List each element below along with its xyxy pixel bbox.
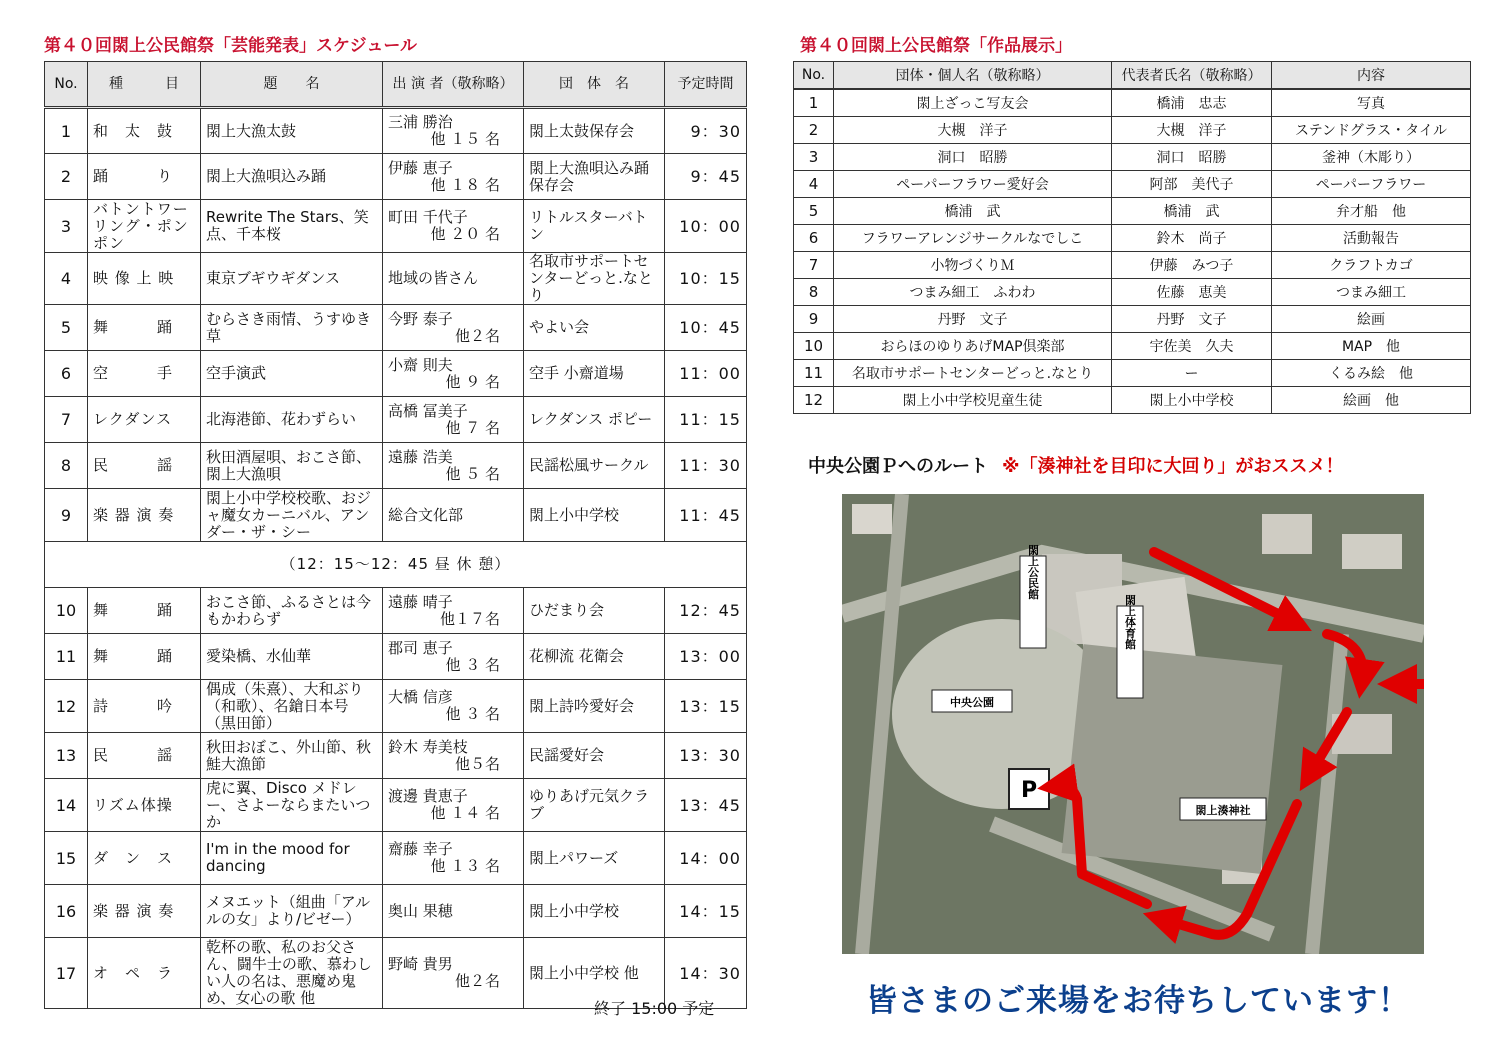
map-label-parking[interactable]: P (1020, 778, 1038, 803)
row-time: 11：00 (665, 351, 747, 397)
row-title: I'm in the mood for dancing (201, 832, 383, 885)
row-time: 14：15 (665, 885, 747, 938)
ex-row-content: 釜神（木彫り） (1272, 144, 1471, 171)
performer-name: 町田 千代子 (388, 208, 468, 226)
row-category: 踊 り (88, 154, 201, 200)
performer-name: 奥山 果穂 (388, 901, 453, 920)
aerial-map-image (842, 494, 1424, 954)
ex-row-group: 丹野 文子 (834, 306, 1112, 333)
row-performers (383, 733, 524, 779)
exhibition-row (794, 117, 1471, 144)
ex-col-rep: 代表者氏名（敬称略） (1112, 62, 1272, 90)
row-title: 秋田おぼこ、外山節、秋鮭大漁節 (201, 733, 383, 779)
performer-count: 他 ２０ 名 (430, 225, 500, 243)
ex-row-number: 11 (794, 360, 834, 387)
performer-name: 地域の皆さん (388, 269, 479, 287)
performer-name: 三浦 勝治 (388, 113, 453, 131)
schedule-row (45, 108, 747, 154)
schedule-row (45, 885, 747, 938)
ex-row-content: 活動報告 (1272, 225, 1471, 252)
ex-row-group: フラワーアレンジサークルなでしこ (834, 225, 1112, 252)
row-time: 9：45 (665, 154, 747, 200)
ex-row-content: 絵画 (1272, 306, 1471, 333)
schedule-row (45, 489, 747, 542)
row-group: 閖上詩吟愛好会 (524, 680, 665, 733)
map-label-kominkan: 閖上公民館 (1026, 544, 1040, 600)
row-number: 16 (45, 885, 88, 938)
ex-row-group: おらほのゆりあげMAP倶楽部 (834, 333, 1112, 360)
performer-count: 他 ７ 名 (445, 418, 500, 437)
performer-name: 遠藤 晴子 (388, 592, 453, 611)
col-category: 種 目 (88, 62, 201, 108)
exhibition-table (793, 61, 1471, 414)
row-number: 15 (45, 832, 88, 885)
ex-row-content: つまみ細工 (1272, 279, 1471, 306)
performer-count: 他 １４ 名 (430, 804, 500, 822)
ex-row-group: 洞口 昭勝 (834, 144, 1112, 171)
ex-row-number: 12 (794, 387, 834, 414)
ex-row-rep: 宇佐美 久夫 (1112, 333, 1272, 360)
ex-row-group: ペーパーフラワー愛好会 (834, 171, 1112, 198)
row-number: 5 (45, 305, 88, 351)
schedule-row (45, 443, 747, 489)
row-title: 北海港節、花わずらい (201, 397, 383, 443)
row-number: 14 (45, 779, 88, 832)
row-number: 2 (45, 154, 88, 200)
schedule-row (45, 397, 747, 443)
row-time: 11：15 (665, 397, 747, 443)
row-time: 10：45 (665, 305, 747, 351)
row-performers (383, 832, 524, 885)
ex-row-rep: 大槻 洋子 (1112, 117, 1272, 144)
row-time: 14：30 (665, 938, 747, 1009)
row-time: 9：30 (665, 108, 747, 154)
row-group: 閖上小中学校 (524, 885, 665, 938)
ex-row-rep: 橋浦 武 (1112, 198, 1272, 225)
ex-row-content: 弁才船 他 (1272, 198, 1471, 225)
ex-row-number: 9 (794, 306, 834, 333)
row-performers (383, 154, 524, 200)
row-group: 閖上太鼓保存会 (524, 108, 665, 154)
ex-row-rep: ー (1112, 360, 1272, 387)
row-category: 舞 踊 (88, 634, 201, 680)
welcome-message: 皆さまのご来場をお待ちしています！ (866, 983, 1410, 1019)
row-title: 空手演武 (201, 351, 383, 397)
ex-row-number: 7 (794, 252, 834, 279)
row-performers (383, 489, 524, 542)
row-group: 民謡愛好会 (524, 733, 665, 779)
row-number: 12 (45, 680, 88, 733)
performer-count: 他 ３ 名 (445, 705, 500, 723)
row-group: 名取市サポートセンターどっと.なとり (524, 253, 665, 305)
ex-row-number: 5 (794, 198, 834, 225)
schedule-table (44, 61, 747, 1009)
row-category: ダ ン ス (88, 832, 201, 885)
exhibition-row (794, 252, 1471, 279)
ex-row-group: 名取市サポートセンターどっと.なとり (834, 360, 1112, 387)
map-label-taiikukan: 閖上体育館 (1123, 594, 1137, 650)
ex-row-content: MAP 他 (1272, 333, 1471, 360)
row-time: 13：00 (665, 634, 747, 680)
row-performers (383, 253, 524, 305)
row-number: 13 (45, 733, 88, 779)
row-group: やよい会 (524, 305, 665, 351)
row-performers (383, 680, 524, 733)
row-performers (383, 588, 524, 634)
row-performers (383, 305, 524, 351)
ex-row-rep: 丹野 文子 (1112, 306, 1272, 333)
row-number: 1 (45, 108, 88, 154)
ex-row-content: ステンドグラス・タイル (1272, 117, 1471, 144)
ex-row-number: 10 (794, 333, 834, 360)
ex-row-number: 6 (794, 225, 834, 252)
row-number: 4 (45, 253, 88, 305)
ex-row-number: 1 (794, 89, 834, 117)
performer-name: 野崎 貴男 (388, 955, 453, 973)
performer-count: 他２名 (454, 326, 500, 345)
performer-count: 他 ９ 名 (445, 372, 500, 391)
schedule-row (45, 588, 747, 634)
row-group: 空手 小齋道場 (524, 351, 665, 397)
ex-row-group: 大槻 洋子 (834, 117, 1112, 144)
row-time: 10：15 (665, 253, 747, 305)
performer-count: 他２名 (454, 972, 500, 990)
row-performers (383, 779, 524, 832)
row-group: 閖上小中学校 他 (524, 938, 665, 1009)
exhibition-row (794, 360, 1471, 387)
row-category: 空 手 (88, 351, 201, 397)
row-performers (383, 108, 524, 154)
ex-col-no: No. (794, 62, 834, 90)
row-title: おこさ節、ふるさとは今もかわらず (201, 588, 383, 634)
col-time: 予定時間 (665, 62, 747, 108)
schedule-title: 第４０回閖上公民館祭「芸能発表」スケジュール (44, 36, 417, 56)
exhibition-row (794, 306, 1471, 333)
row-performers (383, 351, 524, 397)
row-group: レクダンス ポピー (524, 397, 665, 443)
col-group: 団 体 名 (524, 62, 665, 108)
row-group: 閖上大漁唄込み踊保存会 (524, 154, 665, 200)
exhibition-row (794, 279, 1471, 306)
performer-count: 他 １３ 名 (430, 857, 500, 875)
performer-name: 鈴木 寿美枝 (388, 737, 468, 756)
ex-row-group: 閖上ざっこ写友会 (834, 89, 1112, 117)
exhibition-row (794, 144, 1471, 171)
lunch-break-text: （12：15〜12：45 昼 休 憩） (45, 542, 747, 588)
row-title: 秋田酒屋唄、おこさ節、閖上大漁唄 (201, 443, 383, 489)
performer-name: 郡司 恵子 (388, 638, 453, 657)
ex-row-content: クラフトカゴ (1272, 252, 1471, 279)
performer-name: 小齋 則夫 (388, 355, 453, 374)
schedule-row (45, 154, 747, 200)
row-time: 11：45 (665, 489, 747, 542)
row-group: ひだまり会 (524, 588, 665, 634)
row-performers (383, 885, 524, 938)
schedule-row (45, 253, 747, 305)
col-no: No. (45, 62, 88, 108)
route-title: 中央公園Ｐへのルート (808, 456, 988, 477)
row-category: 映 像 上 映 (88, 253, 201, 305)
row-number: 10 (45, 588, 88, 634)
performer-count: 他 １８ 名 (430, 175, 500, 194)
row-title: メヌエット（組曲「アルルの女」より/ビゼー） (201, 885, 383, 938)
performer-name: 大橋 信彦 (388, 688, 453, 706)
row-group: 花柳流 花衛会 (524, 634, 665, 680)
row-group: リトルスターバトン (524, 200, 665, 253)
row-title: 閖上大漁太鼓 (201, 108, 383, 154)
exhibition-title: 第４０回閖上公民館祭「作品展示」 (800, 36, 1072, 56)
row-number: 11 (45, 634, 88, 680)
schedule-row (45, 680, 747, 733)
row-category: 民 謡 (88, 733, 201, 779)
ex-col-group: 団体・個人名（敬称略） (834, 62, 1112, 90)
row-category: 民 謡 (88, 443, 201, 489)
schedule-row (45, 832, 747, 885)
ex-row-rep: 閖上小中学校 (1112, 387, 1272, 414)
exhibition-row (794, 198, 1471, 225)
row-time: 10：00 (665, 200, 747, 253)
row-title: 愛染橋、水仙華 (201, 634, 383, 680)
row-title: むらさき雨情、うすゆき草 (201, 305, 383, 351)
row-category: 舞 踊 (88, 588, 201, 634)
ex-row-number: 4 (794, 171, 834, 198)
ex-row-rep: 阿部 美代子 (1112, 171, 1272, 198)
performer-name: 伊藤 恵子 (388, 158, 453, 177)
row-performers (383, 397, 524, 443)
ex-col-content: 内容 (1272, 62, 1471, 90)
row-title: 閖上小中学校校歌、おジャ魔女カーニバル、アンダー・ザ・シー (201, 489, 383, 542)
row-category: 舞 踊 (88, 305, 201, 351)
row-title: 虎に翼、Disco メドレー、さよーならまたいつか (201, 779, 383, 832)
row-number: 6 (45, 351, 88, 397)
performer-name: 高橋 冨美子 (388, 401, 468, 420)
ex-row-content: ペーパーフラワー (1272, 171, 1471, 198)
performer-name: 渡邊 貴恵子 (388, 787, 468, 805)
row-title: 閖上大漁唄込み踊 (201, 154, 383, 200)
row-time: 13：45 (665, 779, 747, 832)
row-group: ゆりあげ元気クラブ (524, 779, 665, 832)
row-group: 閖上小中学校 (524, 489, 665, 542)
ex-row-rep: 伊藤 みつ子 (1112, 252, 1272, 279)
lunch-break-row (45, 542, 747, 588)
row-group: 閖上パワーズ (524, 832, 665, 885)
ex-row-number: 3 (794, 144, 834, 171)
row-category: 楽 器 演 奏 (88, 885, 201, 938)
row-category: オ ペ ラ (88, 938, 201, 1009)
row-time: 13：15 (665, 680, 747, 733)
ex-row-rep: 橋浦 忠志 (1112, 89, 1272, 117)
end-note: 終了 15:00 予定 (594, 999, 715, 1018)
performer-name: 遠藤 浩美 (388, 447, 453, 466)
row-number: 9 (45, 489, 88, 542)
ex-row-group: 小物づくりＭ (834, 252, 1112, 279)
row-category: 和 太 鼓 (88, 108, 201, 154)
row-title: 乾杯の歌、私のお父さん、闘牛士の歌、慕わしい人の名は、悪魔め鬼め、女心の歌 他 (201, 938, 383, 1009)
row-category: 詩 吟 (88, 680, 201, 733)
col-performers: 出 演 者（敬称略） (383, 62, 524, 108)
row-time: 11：30 (665, 443, 747, 489)
map-label-park: 中央公園 (950, 696, 994, 709)
performer-count: 他５名 (454, 754, 500, 773)
row-time: 12：45 (665, 588, 747, 634)
performer-count: 他 ３ 名 (445, 655, 500, 674)
ex-row-rep: 佐藤 恵美 (1112, 279, 1272, 306)
ex-row-content: くるみ絵 他 (1272, 360, 1471, 387)
row-category: 楽 器 演 奏 (88, 489, 201, 542)
row-performers (383, 200, 524, 253)
performer-name: 総合文化部 (388, 505, 464, 524)
row-number: 3 (45, 200, 88, 253)
ex-row-content: 絵画 他 (1272, 387, 1471, 414)
performer-name: 今野 泰子 (388, 309, 453, 328)
schedule-row (45, 733, 747, 779)
exhibition-row (794, 89, 1471, 117)
row-group: 民謡松風サークル (524, 443, 665, 489)
row-number: 17 (45, 938, 88, 1009)
ex-row-rep: 洞口 昭勝 (1112, 144, 1272, 171)
row-title: 東京ブギウギダンス (201, 253, 383, 305)
map-label-shrine: 閖上湊神社 (1195, 804, 1251, 817)
row-performers (383, 443, 524, 489)
row-number: 8 (45, 443, 88, 489)
performer-count: 他 １５ 名 (430, 130, 500, 148)
row-category: バトントワーリング・ポンポン (88, 200, 201, 253)
row-time: 13：30 (665, 733, 747, 779)
ex-row-content: 写真 (1272, 89, 1471, 117)
exhibition-row (794, 387, 1471, 414)
performer-count: 他１７名 (439, 609, 500, 628)
col-title: 題 名 (201, 62, 383, 108)
row-time: 14：00 (665, 832, 747, 885)
row-title: 偶成（朱熹）、大和ぶり（和歌）、名鎗日本号（黒田節） (201, 680, 383, 733)
schedule-row (45, 351, 747, 397)
schedule-row (45, 200, 747, 253)
performer-name: 齋藤 幸子 (388, 840, 453, 858)
ex-row-group: 閖上小中学校児童生徒 (834, 387, 1112, 414)
ex-row-group: 橋浦 武 (834, 198, 1112, 225)
route-map (842, 494, 1424, 954)
performer-count: 他 ５ 名 (445, 464, 500, 483)
row-performers (383, 634, 524, 680)
schedule-row (45, 634, 747, 680)
row-number: 7 (45, 397, 88, 443)
ex-row-number: 2 (794, 117, 834, 144)
schedule-row (45, 305, 747, 351)
row-title: Rewrite The Stars、笑点、千本桜 (201, 200, 383, 253)
exhibition-row (794, 225, 1471, 252)
ex-row-number: 8 (794, 279, 834, 306)
ex-row-group: つまみ細工 ふわわ (834, 279, 1112, 306)
ex-row-rep: 鈴木 尚子 (1112, 225, 1272, 252)
exhibition-row (794, 171, 1471, 198)
schedule-row (45, 779, 747, 832)
row-category: リズム体操 (88, 779, 201, 832)
row-category: レクダンス (88, 397, 201, 443)
exhibition-row (794, 333, 1471, 360)
row-performers (383, 938, 524, 1009)
route-heading (808, 452, 1344, 478)
route-note: ※「湊神社を目印に大回り」がおススメ！ (1002, 456, 1344, 477)
